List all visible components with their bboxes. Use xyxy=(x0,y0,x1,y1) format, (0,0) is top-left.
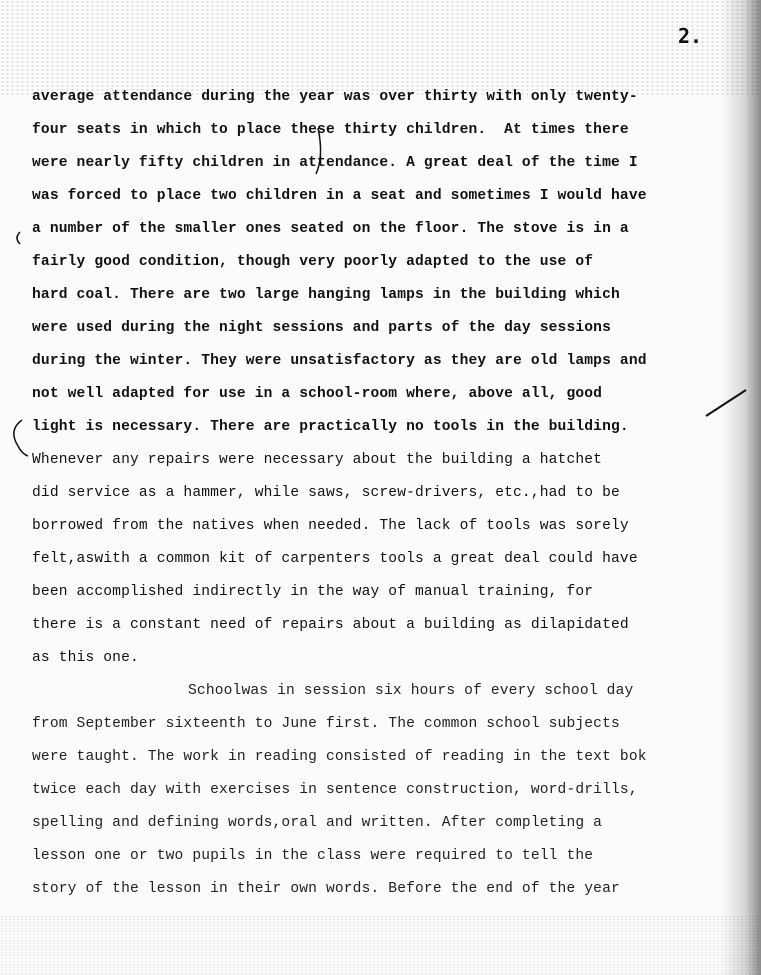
text-line: light is necessary. There are practically no tools in the building. xyxy=(32,419,629,435)
page-number: 2. xyxy=(678,24,703,48)
text-line: lesson one or two pupils in the class were required to tell the xyxy=(32,848,594,864)
text-line: average attendance during the year was over thirty with only twenty- xyxy=(32,89,638,105)
text-line: from September sixteenth to June first. The common school subjects xyxy=(32,716,620,732)
text-line: were used during the night sessions and parts of the day sessions xyxy=(32,320,611,336)
correction-stroke-mark xyxy=(316,128,321,174)
text-line: borrowed from the natives when needed. The lack of tools was sorely xyxy=(32,518,629,534)
text-line: did service as a hammer, while saws, screw-drivers, etc.,had to be xyxy=(32,485,620,501)
text-line: felt,aswith a common kit of carpenters tools a great deal could have xyxy=(32,551,638,567)
text-line: four seats in which to place these thirty children. At times there xyxy=(32,122,629,138)
text-line: during the winter. They were unsatisfactory as they are old lamps and xyxy=(32,353,647,369)
text-line: were taught. The work in reading consisted of reading in the text bok xyxy=(32,749,647,765)
text-line: story of the lesson in their own words. Before the end of the year xyxy=(32,881,620,897)
margin-arrow-mark xyxy=(706,390,746,416)
text-line: a number of the smaller ones seated on the floor. The stove is in a xyxy=(32,221,629,237)
text-line: were nearly fifty children in attendance. A great deal of the time I xyxy=(32,155,638,171)
text-line: twice each day with exercises in sentence construction, word-drills, xyxy=(32,782,638,798)
text-line: hard coal. There are two large hanging lamps in the building which xyxy=(32,287,620,303)
text-line: was forced to place two children in a seat and sometimes I would have xyxy=(32,188,647,204)
text-line: been accomplished indirectly in the way of manual training, for xyxy=(32,584,594,600)
paragraph-first-line: Schoolwas in session six hours of every school day xyxy=(188,683,634,699)
text-line: spelling and defining words,oral and written. After completing a xyxy=(32,815,603,831)
text-line: as this one. xyxy=(32,650,139,666)
text-line: fairly good condition, though very poorly adapted to the use of xyxy=(32,254,594,270)
text-line: there is a constant need of repairs about a building as dilapidated xyxy=(32,617,629,633)
margin-bracket-mark xyxy=(14,420,28,456)
margin-bracket-mark xyxy=(17,232,20,244)
text-line: not well adapted for use in a school-room where, above all, good xyxy=(32,386,603,402)
text-line: Whenever any repairs were necessary about the building a hatchet xyxy=(32,452,603,468)
